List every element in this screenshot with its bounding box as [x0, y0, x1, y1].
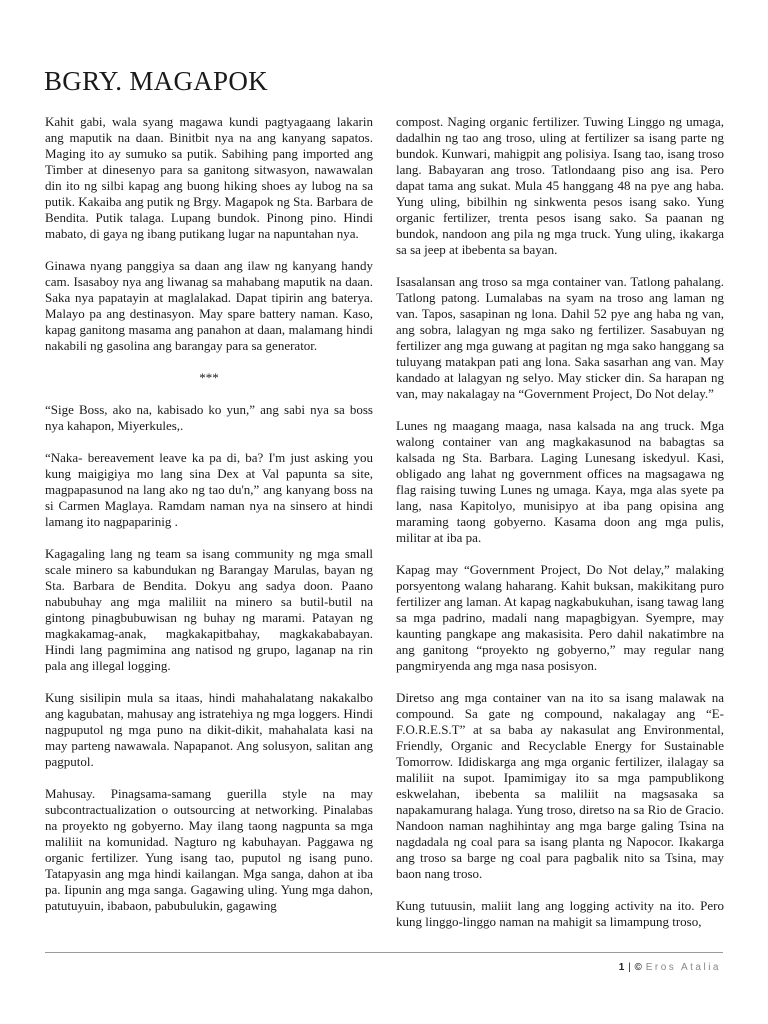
- left-column: [45, 114, 373, 930]
- paragraph: “Naka- bereavement leave ka pa di, ba? I'm just asking you kung maigigiya mo lang sina Dex at Val papunta sa site, magpapasunod na lang ako ng tao du'n,” ang kanyang boss na si Carmen Maglaya. Ramdam naman nya na sinsero at hindi lamang ito nagpaparinig .: [45, 450, 373, 529]
- author-name: Eros Atalia: [645, 962, 721, 973]
- paragraph: Kagagaling lang ng team sa isang community ng mga small scale minero sa kabundukan ng Barangay Marulas, bayan ng Sta. Barbara de Bendita. Dokyu ang sadya doon. Paano nabubuhay ang mga maliliit na minero sa butil-butil na gintong pinagbubuwisan ng buhay ng marami. Patayan ng magkakamag-anak, magkakapitbahay, magkakababayan. Hindi lang pagmimina ang natisod ng grupo, laganap na rin pala ang illegal logging.: [45, 546, 373, 673]
- paragraph: Kung sisilipin mula sa itaas, hindi mahahalatang nakakalbo ang kagubatan, mahusay ang istratehiya ng mga loggers. Hindi nagpuputol ng mga puno na dikit-dikit, mahahalata kasi na may parteng nawawala. Napapanot. Ang solusyon, salitan ang pagputol.: [45, 690, 373, 769]
- paragraph: Kapag may “Government Project, Do Not delay,” malaking porsyentong walang haharang. Kahit buksan, makikitang puro fertilizer ang laman. At kapag nagkabukuhan, isang tawag lang sa mga padrino, madali nang mapagbigyan. Syempre, may kaunting pangkape ang makasisita. Pero dahil nakatimbre na ang ganitong “proyekto ng gobyerno,” may regular nang pangmiryenda ang mga nasa posisyon.: [396, 562, 724, 673]
- paragraph: Mahusay. Pinagsama-samang guerilla style na may subcontractualization o outsourcing at networking. Pinalabas na proyekto ng gobyerno. May ilang taong nagpunta sa mga maliliit na komunidad. Nagturo ng kabuhayan. Paggawa ng organic fertilizer. Yung isang tao, puputol ng isang puno. Tatapyasin ang mga hindi kailangan. Mga sanga, dahon at iba pa. Iipunin ang mga sanga. Gagawing uling. Yung mga dahon, patutuyuin, ibabaon, pabubulukin, gagawing: [45, 786, 373, 913]
- paragraph: Kung tutuusin, maliit lang ang logging activity na ito. Pero kung linggo-linggo naman na mahigit sa limampung troso,: [396, 898, 724, 929]
- page-number: 1: [618, 962, 625, 973]
- paragraph: “Sige Boss, ako na, kabisado ko yun,” ang sabi nya sa boss nya kahapon, Miyerkules,.: [45, 402, 373, 433]
- paragraph: Ginawa nyang panggiya sa daan ang ilaw ng kanyang handy cam. Isasaboy nya ang liwanag sa mahabang maputik na daan. Saka nya papatayin at maglalakad. Dapat tipirin ang baterya. Malayo pa ang destinasyon. May spare battery naman. Kaso, kapag ganitong masama ang panahon at daan, malamang hindi nakabili ng gasolina ang barangay para sa generator.: [45, 258, 373, 353]
- paragraph: Lunes ng maagang maaga, nasa kalsada na ang truck. Mga walong container van ang magkakasunod na babagtas sa kalsada ng Sta. Barbara. Laging Lunesang iskedyul. Kasi, obligado ang lahat ng government offices na magsagawa ng flag raising tuwing Lunes ng umaga. Kaya, mga alas syete pa lang, nasa Kapitolyo, munisipyo at iba pang opisina ang maraming taong gobyerno. Kasama doon ang mga pulis, militar at iba pa.: [396, 418, 724, 545]
- copyright-symbol: ©: [634, 962, 642, 973]
- paragraph: Diretso ang mga container van na ito sa isang malawak na compound. Sa gate ng compound, nakalagay ang “E-F.O.R.E.S.T” at sa baba ay nakasulat ang Environmental, Friendly, Organic and Recyclable Energy for Sustainable Tomorrow. Ididiskarga ang mga organic fertilizer, ilalagay sa maliliit na supot. Ipamimigay ito sa mga pampublikong eskwelahan, ibebenta sa maliliit na magsasaka sa napakamurang halaga. Yung troso, diretso na sa Rio de Gracio. Nandoon naman naghihintay ang mga barge galing Tsina na nagdadala ng coal para sa isang planta ng Napocor. Ikakarga ang troso sa barge ng coal para pagbalik nito sa Tsina, may baon nang troso.: [396, 690, 724, 881]
- paragraph: compost. Naging organic fertilizer. Tuwing Linggo ng umaga, dadalhin ng tao ang troso, uling at fertilizer sa isang parte ng bundok. Kunwari, mahigpit ang polisiya. Isang tao, isang troso lang. Babayaran ang troso. Tatlondaang piso ang isa. Pero dapat tama ang sukat. Mula 45 hanggang 48 na pye ang haba. Yung uling, bibilhin ng sinkwenta pesos isang sako. Yung organic fertilizer, trenta pesos isang sako. Sa paanan ng bundok, nandoon ang pila ng mga truck. Yung uling, ikakarga sa sa jeep at ibebenta sa bayan.: [396, 114, 724, 257]
- page-title: BGRY. MAGAPOK: [44, 66, 268, 96]
- page-footer: [619, 962, 721, 973]
- right-column: [396, 114, 724, 946]
- section-separator: ***: [199, 370, 219, 385]
- footer-separator: |: [628, 962, 631, 973]
- paragraph: Isasalansan ang troso sa mga container van. Tatlong pahalang. Tatlong patong. Lumalabas na syam na troso ang laman ng van. Tapos, sasapinan ng lona. Dahil 52 pye ang haba ng van, ang sobra, lalagyan ng mga sako ng fertilizer. Sasabuyan ng fertilizer ang mga guwang at pagitan ng mga sako hanggang sa tuluyang matakpan pati ang lona. Saka sasarhan ang van. May kandado at lalagyan ng selyo. May sticker din. Sa harapan ng van, may nakalagay na “Government Project, Do Not delay.”: [396, 274, 724, 401]
- footer-divider: [45, 952, 723, 953]
- paragraph: Kahit gabi, wala syang magawa kundi pagtyagaang lakarin ang maputik na daan. Binitbit nya na ang kanyang sapatos. Maging ito ay sumuko sa putik. Sabihing pang imported ang Timber at dinesenyo para sa ganitong sitwasyon, nawawalan din ito ng silbi kapag ang buong hiking shoes ay lubog na sa putik. Kakaiba ang putik ng Brgy. Magapok ng Sta. Barbara de Bendita. Putik talaga. Lupang bundok. Pinong pino. Hindi mabato, di gaya ng ibang putikang lugar na napuntahan nya.: [45, 114, 373, 241]
